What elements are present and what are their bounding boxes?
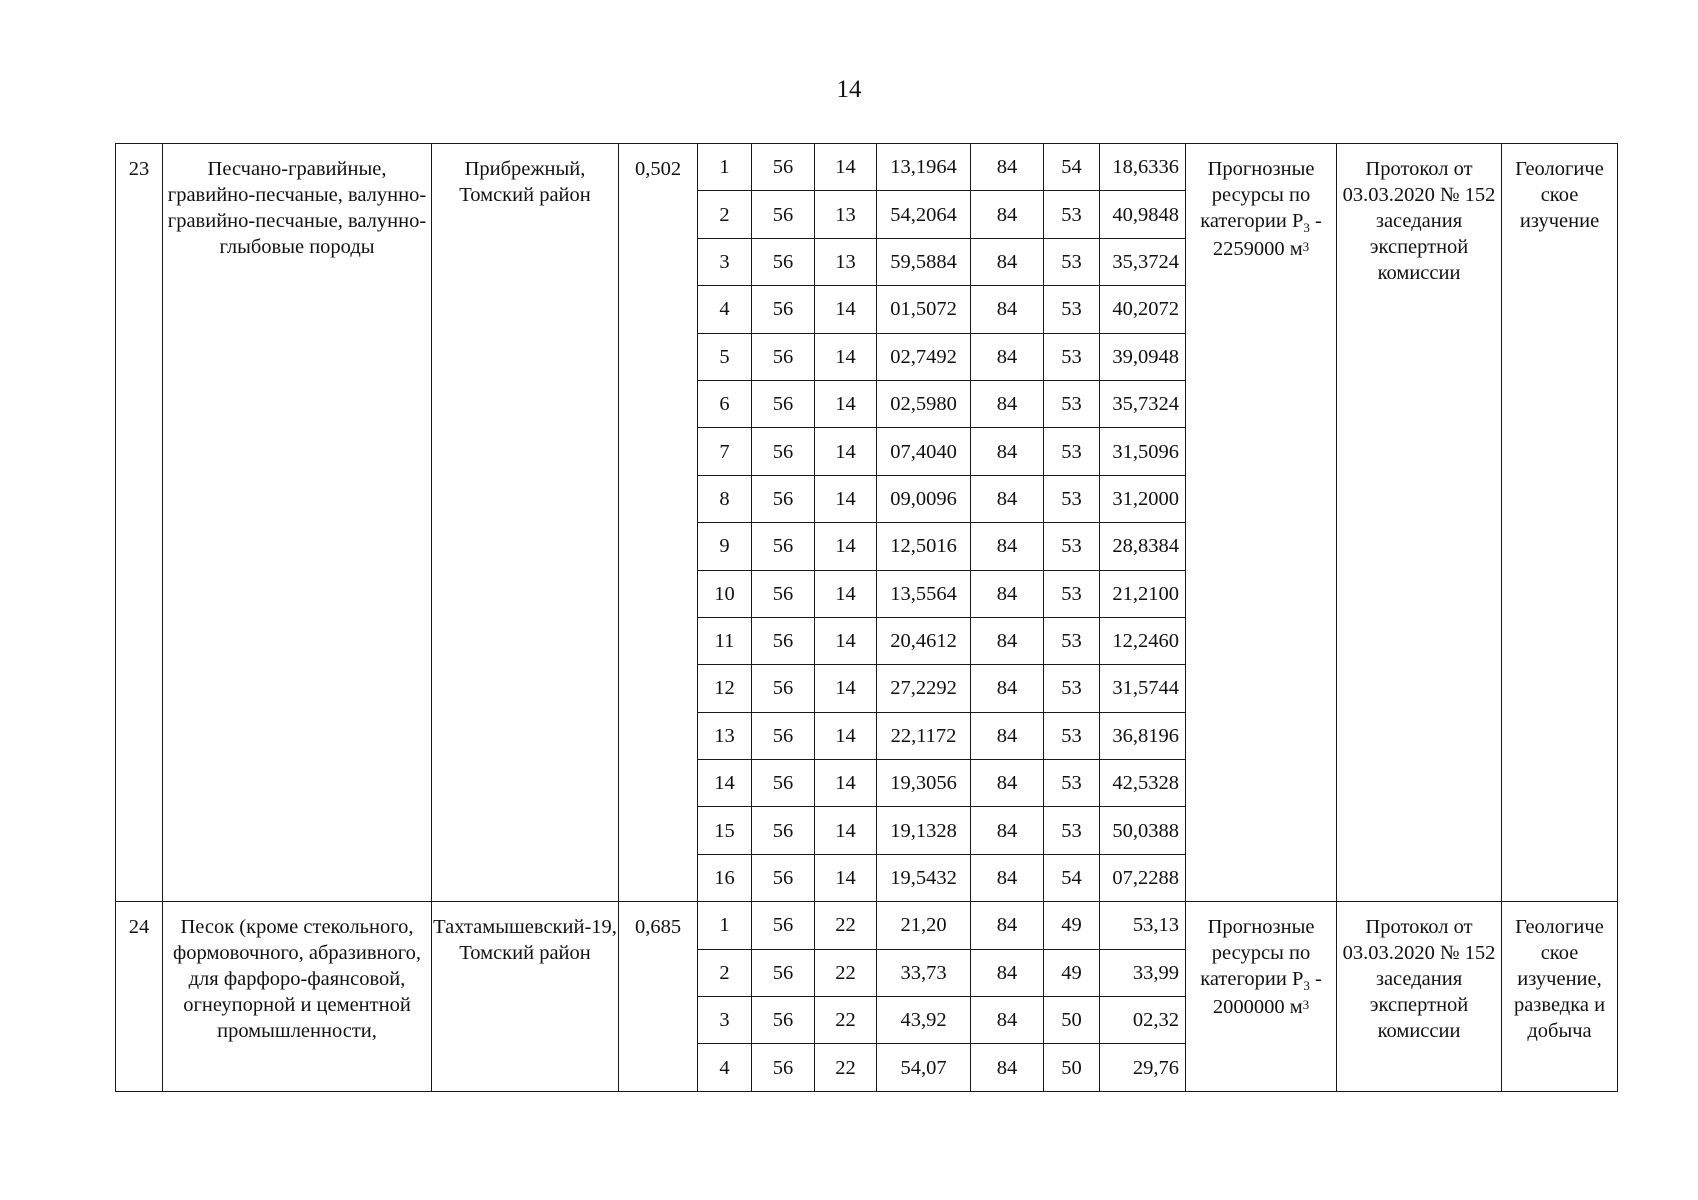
longitude-degrees: 84 xyxy=(971,1044,1044,1091)
longitude-minutes: 49 xyxy=(1044,902,1100,949)
longitude-degrees: 84 xyxy=(971,191,1044,238)
latitude-minutes: 22 xyxy=(815,902,877,949)
longitude-seconds: 35,7324 xyxy=(1100,380,1186,427)
longitude-minutes: 53 xyxy=(1044,475,1100,522)
longitude-seconds: 31,5096 xyxy=(1100,428,1186,475)
point-number: 3 xyxy=(698,997,752,1044)
resource-estimate xyxy=(1186,902,1337,1092)
longitude-minutes: 53 xyxy=(1044,523,1100,570)
latitude-minutes: 14 xyxy=(815,760,877,807)
longitude-minutes: 53 xyxy=(1044,428,1100,475)
entry-number: 24 xyxy=(116,902,163,1092)
latitude-minutes: 14 xyxy=(815,523,877,570)
site-area: 0,502 xyxy=(619,144,698,902)
protocol-reference: Протокол от 03.03.2020 № 152 заседания экспертной комиссии xyxy=(1337,902,1502,1092)
latitude-minutes: 14 xyxy=(815,428,877,475)
longitude-seconds: 35,3724 xyxy=(1100,238,1186,285)
point-number: 11 xyxy=(698,617,752,664)
site-location: Тахтамышевский-19, Томский район xyxy=(432,902,619,1092)
latitude-degrees: 56 xyxy=(752,380,815,427)
resource-unit-superscript: 3 xyxy=(1302,997,1310,1013)
latitude-minutes: 14 xyxy=(815,807,877,854)
longitude-degrees: 84 xyxy=(971,712,1044,759)
site-location: Прибрежный, Томский район xyxy=(432,144,619,902)
latitude-minutes: 14 xyxy=(815,854,877,901)
point-number: 8 xyxy=(698,475,752,522)
table-row xyxy=(116,144,1618,191)
latitude-minutes: 14 xyxy=(815,333,877,380)
resource-volume: - 2000000 м xyxy=(1212,968,1322,1019)
latitude-seconds: 13,5564 xyxy=(877,570,971,617)
latitude-degrees: 56 xyxy=(752,238,815,285)
latitude-degrees: 56 xyxy=(752,475,815,522)
point-number: 16 xyxy=(698,854,752,901)
longitude-degrees: 84 xyxy=(971,144,1044,191)
latitude-seconds: 33,73 xyxy=(877,949,971,996)
longitude-degrees: 84 xyxy=(971,286,1044,333)
longitude-minutes: 53 xyxy=(1044,570,1100,617)
longitude-minutes: 53 xyxy=(1044,286,1100,333)
latitude-degrees: 56 xyxy=(752,286,815,333)
resource-unit-superscript: 3 xyxy=(1302,239,1310,254)
mineral-type: Песчано-гравийные, гравийно-песчаные, валунно-гравийно-песчаные, валунно-глыбовые породы xyxy=(163,144,432,902)
longitude-degrees: 84 xyxy=(971,807,1044,854)
latitude-degrees: 56 xyxy=(752,997,815,1044)
resource-text: Прогнозные ресурсы по категории Р xyxy=(1200,916,1315,991)
latitude-minutes: 22 xyxy=(815,1044,877,1091)
longitude-degrees: 84 xyxy=(971,428,1044,475)
longitude-minutes: 50 xyxy=(1044,997,1100,1044)
longitude-seconds: 50,0388 xyxy=(1100,807,1186,854)
longitude-degrees: 84 xyxy=(971,949,1044,996)
latitude-degrees: 56 xyxy=(752,191,815,238)
longitude-degrees: 84 xyxy=(971,665,1044,712)
latitude-minutes: 14 xyxy=(815,712,877,759)
longitude-degrees: 84 xyxy=(971,997,1044,1044)
longitude-degrees: 84 xyxy=(971,333,1044,380)
latitude-degrees: 56 xyxy=(752,1044,815,1091)
latitude-minutes: 14 xyxy=(815,570,877,617)
latitude-minutes: 22 xyxy=(815,949,877,996)
latitude-degrees: 56 xyxy=(752,665,815,712)
point-number: 1 xyxy=(698,144,752,191)
longitude-seconds: 12,2460 xyxy=(1100,617,1186,664)
longitude-seconds: 07,2288 xyxy=(1100,854,1186,901)
longitude-seconds: 33,99 xyxy=(1100,949,1186,996)
latitude-degrees: 56 xyxy=(752,428,815,475)
longitude-seconds: 21,2100 xyxy=(1100,570,1186,617)
longitude-seconds: 40,9848 xyxy=(1100,191,1186,238)
usage-purpose: Геологиче ское изучение, разведка и добыча xyxy=(1502,902,1618,1092)
point-number: 13 xyxy=(698,712,752,759)
latitude-degrees: 56 xyxy=(752,144,815,191)
point-number: 4 xyxy=(698,1044,752,1091)
longitude-seconds: 40,2072 xyxy=(1100,286,1186,333)
resource-category-subscript: 3 xyxy=(1303,220,1310,235)
longitude-degrees: 84 xyxy=(971,902,1044,949)
latitude-seconds: 01,5072 xyxy=(877,286,971,333)
usage-purpose: Геологиче ское изучение xyxy=(1502,144,1618,902)
table-row xyxy=(116,902,1618,949)
point-number: 4 xyxy=(698,286,752,333)
longitude-seconds: 02,32 xyxy=(1100,997,1186,1044)
longitude-minutes: 53 xyxy=(1044,238,1100,285)
longitude-minutes: 54 xyxy=(1044,144,1100,191)
longitude-minutes: 50 xyxy=(1044,1044,1100,1091)
mineral-type: Песок (кроме стекольного, формовочного, абразивного, для фарфоро-фаянсовой, огнеупорной и цементной промышленности, xyxy=(163,902,432,1092)
latitude-minutes: 14 xyxy=(815,286,877,333)
resource-text: Прогнозные ресурсы по категории Р xyxy=(1200,158,1315,232)
point-number: 3 xyxy=(698,238,752,285)
latitude-seconds: 21,20 xyxy=(877,902,971,949)
latitude-degrees: 56 xyxy=(752,333,815,380)
latitude-degrees: 56 xyxy=(752,949,815,996)
latitude-degrees: 56 xyxy=(752,617,815,664)
site-area: 0,685 xyxy=(619,902,698,1092)
latitude-minutes: 22 xyxy=(815,997,877,1044)
latitude-degrees: 56 xyxy=(752,807,815,854)
latitude-seconds: 59,5884 xyxy=(877,238,971,285)
point-number: 12 xyxy=(698,665,752,712)
longitude-minutes: 53 xyxy=(1044,665,1100,712)
latitude-minutes: 14 xyxy=(815,665,877,712)
longitude-seconds: 42,5328 xyxy=(1100,760,1186,807)
longitude-minutes: 53 xyxy=(1044,760,1100,807)
latitude-degrees: 56 xyxy=(752,712,815,759)
longitude-degrees: 84 xyxy=(971,523,1044,570)
longitude-seconds: 28,8384 xyxy=(1100,523,1186,570)
resource-category-subscript: 3 xyxy=(1303,978,1310,994)
point-number: 6 xyxy=(698,380,752,427)
longitude-seconds: 53,13 xyxy=(1100,902,1186,949)
point-number: 15 xyxy=(698,807,752,854)
point-number: 10 xyxy=(698,570,752,617)
longitude-seconds: 31,5744 xyxy=(1100,665,1186,712)
longitude-degrees: 84 xyxy=(971,380,1044,427)
latitude-degrees: 56 xyxy=(752,854,815,901)
longitude-degrees: 84 xyxy=(971,854,1044,901)
registry-body xyxy=(116,144,1618,1092)
point-number: 9 xyxy=(698,523,752,570)
longitude-degrees: 84 xyxy=(971,238,1044,285)
point-number: 1 xyxy=(698,902,752,949)
page-number: 14 xyxy=(836,76,862,103)
latitude-minutes: 14 xyxy=(815,475,877,522)
longitude-minutes: 53 xyxy=(1044,380,1100,427)
latitude-seconds: 07,4040 xyxy=(877,428,971,475)
longitude-seconds: 39,0948 xyxy=(1100,333,1186,380)
latitude-seconds: 19,3056 xyxy=(877,760,971,807)
longitude-seconds: 18,6336 xyxy=(1100,144,1186,191)
protocol-reference: Протокол от 03.03.2020 № 152 заседания экспертной комиссии xyxy=(1337,144,1502,902)
latitude-degrees: 56 xyxy=(752,523,815,570)
latitude-degrees: 56 xyxy=(752,902,815,949)
longitude-degrees: 84 xyxy=(971,760,1044,807)
longitude-minutes: 53 xyxy=(1044,807,1100,854)
point-number: 14 xyxy=(698,760,752,807)
latitude-seconds: 43,92 xyxy=(877,997,971,1044)
longitude-seconds: 36,8196 xyxy=(1100,712,1186,759)
longitude-degrees: 84 xyxy=(971,617,1044,664)
resource-volume: - 2259000 м xyxy=(1212,210,1322,260)
longitude-minutes: 49 xyxy=(1044,949,1100,996)
point-number: 7 xyxy=(698,428,752,475)
point-number: 2 xyxy=(698,949,752,996)
point-number: 2 xyxy=(698,191,752,238)
longitude-seconds: 29,76 xyxy=(1100,1044,1186,1091)
latitude-degrees: 56 xyxy=(752,570,815,617)
latitude-seconds: 02,7492 xyxy=(877,333,971,380)
latitude-minutes: 13 xyxy=(815,191,877,238)
longitude-minutes: 53 xyxy=(1044,191,1100,238)
latitude-minutes: 14 xyxy=(815,144,877,191)
longitude-minutes: 54 xyxy=(1044,854,1100,901)
latitude-minutes: 14 xyxy=(815,617,877,664)
latitude-seconds: 02,5980 xyxy=(877,380,971,427)
latitude-seconds: 12,5016 xyxy=(877,523,971,570)
latitude-seconds: 09,0096 xyxy=(877,475,971,522)
subsoil-registry-table xyxy=(115,143,1618,1092)
longitude-minutes: 53 xyxy=(1044,333,1100,380)
latitude-degrees: 56 xyxy=(752,760,815,807)
latitude-minutes: 14 xyxy=(815,380,877,427)
longitude-minutes: 53 xyxy=(1044,712,1100,759)
latitude-seconds: 13,1964 xyxy=(877,144,971,191)
latitude-seconds: 20,4612 xyxy=(877,617,971,664)
latitude-seconds: 19,5432 xyxy=(877,854,971,901)
longitude-degrees: 84 xyxy=(971,570,1044,617)
latitude-seconds: 54,2064 xyxy=(877,191,971,238)
latitude-seconds: 27,2292 xyxy=(877,665,971,712)
longitude-minutes: 53 xyxy=(1044,617,1100,664)
longitude-seconds: 31,2000 xyxy=(1100,475,1186,522)
point-number: 5 xyxy=(698,333,752,380)
entry-number: 23 xyxy=(116,144,163,902)
latitude-minutes: 13 xyxy=(815,238,877,285)
latitude-seconds: 22,1172 xyxy=(877,712,971,759)
longitude-degrees: 84 xyxy=(971,475,1044,522)
latitude-seconds: 19,1328 xyxy=(877,807,971,854)
resource-estimate xyxy=(1186,144,1337,902)
latitude-seconds: 54,07 xyxy=(877,1044,971,1091)
